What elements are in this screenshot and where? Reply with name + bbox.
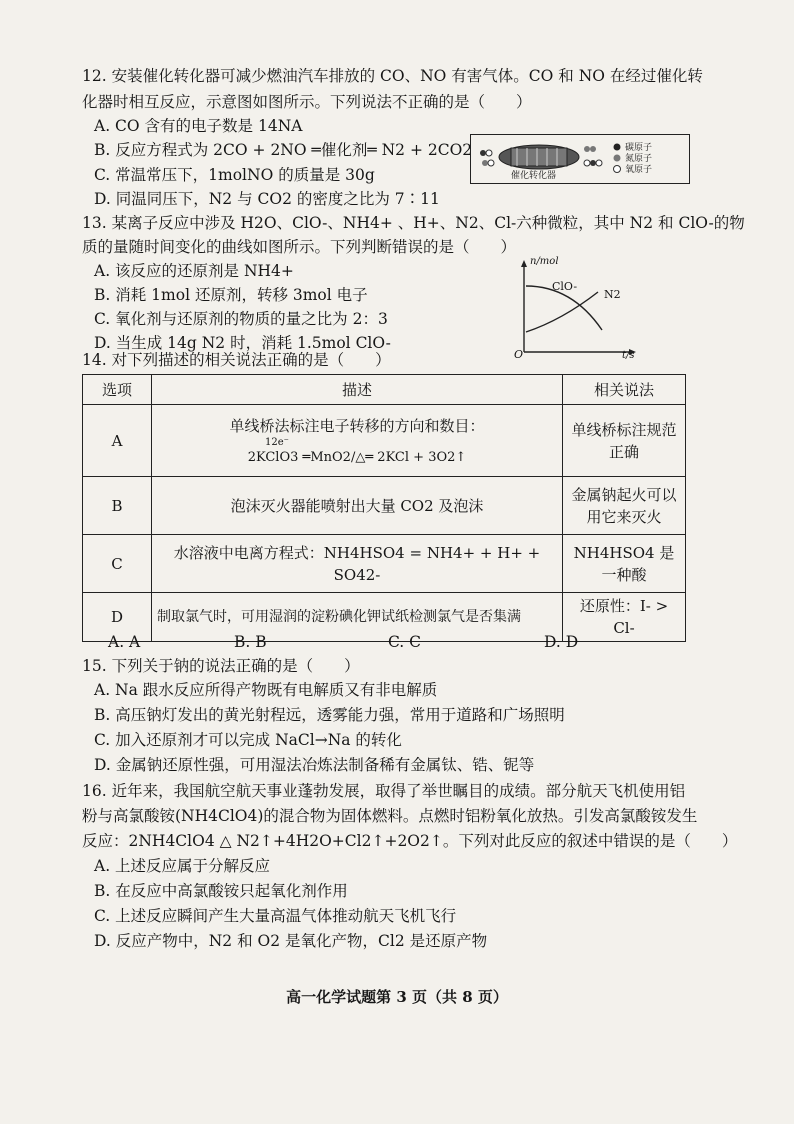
q15-option-a: A. Na 跟水反应所得产物既有电解质又有非电解质: [94, 681, 438, 699]
converter-caption: 催化转化器: [511, 171, 557, 181]
row-remark: 金属钠起火可以用它来灭火: [563, 477, 686, 535]
electron-transfer-label: 12e⁻: [265, 436, 289, 448]
graph-ylabel: n/mol: [530, 256, 559, 267]
q15-option-d: D. 金属钠还原性强，可用湿法冶炼法制备稀有金属钛、锆、铌等: [94, 756, 535, 774]
table-row: [83, 593, 686, 642]
header-description: 描述: [152, 375, 563, 405]
q14-answer-b: B. B: [234, 633, 267, 651]
q16-stem-line2: 粉与高氯酸铵(NH4ClO4)的混合物为固体燃料。点燃时铝粉氧化放热。引发高氯酸铵发生: [82, 807, 698, 825]
q16-stem-line1: 16. 近年来，我国航空航天事业蓬勃发展，取得了举世瞩目的成绩。部分航天飞机使用铝: [82, 782, 686, 800]
legend-nitrogen: 氮原子: [625, 154, 653, 164]
graph-origin: O: [514, 348, 524, 361]
q14-answer-c: C. C: [388, 633, 422, 651]
row-a-description-text: 单线桥法标注电子转移的方向和数目：: [229, 416, 485, 435]
q16-option-a: A. 上述反应属于分解反应: [94, 857, 271, 875]
page-footer: 高一化学试题第 3 页（共 8 页）: [286, 988, 508, 1006]
q12-stem-line2: 化器时相互反应，示意图如图所示。下列说法不正确的是（ ）: [82, 93, 532, 111]
legend-carbon: 碳原子: [625, 143, 653, 153]
q14-table: [82, 374, 686, 642]
table-row: [83, 535, 686, 593]
q13-graph: [512, 256, 642, 364]
q13-stem-line1: 13. 某离子反应中涉及 H2O、ClO-、NH4+ 、H+、N2、Cl-六种微粒，其中 N2 和 ClO-的物: [82, 214, 745, 232]
row-remark: 还原性：I- > Cl-: [563, 593, 686, 642]
q16-option-b: B. 在反应中高氯酸铵只起氧化剂作用: [94, 882, 348, 900]
legend-oxygen: 氧原子: [625, 165, 653, 175]
header-remark: 相关说法: [563, 375, 686, 405]
q14-stem: 14. 对下列描述的相关说法正确的是（ ）: [82, 351, 391, 369]
catalytic-converter-figure: [470, 134, 690, 184]
q14-answer-a: A. A: [108, 633, 141, 651]
q13-option-b: B. 消耗 1mol 还原剂，转移 3mol 电子: [94, 286, 368, 304]
row-option: A: [83, 405, 152, 477]
row-description: 水溶液中电离方程式：NH4HSO4 = NH4+ + H+ + SO42-: [152, 535, 563, 593]
q12-option-c: C. 常温常压下，1molNO 的质量是 30g: [94, 166, 375, 184]
q12-option-d: D. 同温同压下，N2 与 CO2 的密度之比为 7∶11: [94, 190, 440, 208]
row-remark: NH4HSO4 是一种酸: [563, 535, 686, 593]
q15-stem: 15. 下列关于钠的说法正确的是（ ）: [82, 657, 360, 675]
row-description: 泡沫灭火器能喷射出大量 CO2 及泡沫: [152, 477, 563, 535]
series-clo: ClO-: [552, 280, 578, 293]
row-description: [152, 405, 563, 477]
table-row: [83, 477, 686, 535]
q13-option-a: A. 该反应的还原剂是 NH4+: [94, 262, 294, 280]
row-option: D: [83, 593, 152, 642]
q14-answer-d: D. D: [544, 633, 579, 651]
table-header-row: [83, 375, 686, 405]
reaction-equation: 2KClO3 ═MnO2/△═ 2KCl + 3O2↑: [247, 449, 467, 465]
q13-stem-line2: 质的量随时间变化的曲线如图所示。下列判断错误的是（ ）: [82, 238, 517, 256]
row-description: 制取氯气时，可用湿润的淀粉碘化钾试纸检测氯气是否集满: [152, 593, 563, 642]
q13-curves: [512, 256, 642, 364]
catalytic-converter-diagram: [471, 135, 689, 183]
q12-option-b: B. 反应方程式为 2CO + 2NO ═催化剂═ N2 + 2CO2: [94, 141, 473, 159]
header-option: 选项: [83, 375, 152, 405]
graph-xlabel: t/s: [622, 350, 635, 361]
q16-stem-line3: 反应：2NH4ClO4 △ N2↑+4H2O+Cl2↑+2O2↑。下列对此反应的叙述中错误的是（ ）: [82, 832, 738, 850]
q13-option-d: D. 当生成 14g N2 时，消耗 1.5mol ClO-: [94, 334, 391, 352]
q16-option-c: C. 上述反应瞬间产生大量高温气体推动航天飞机飞行: [94, 907, 457, 925]
q12-option-a: A. CO 含有的电子数是 14NA: [94, 117, 303, 135]
q12-stem-line1: 12. 安装催化转化器可减少燃油汽车排放的 CO、NO 有害气体。CO 和 NO 在经过催化转: [82, 67, 703, 85]
q13-option-c: C. 氧化剂与还原剂的物质的量之比为 2：3: [94, 310, 388, 328]
series-n2: N2: [604, 288, 621, 301]
row-option: C: [83, 535, 152, 593]
q15-option-b: B. 高压钠灯发出的黄光射程远，透雾能力强，常用于道路和广场照明: [94, 706, 565, 724]
row-remark: 单线桥标注规范正确: [563, 405, 686, 477]
table-row: [83, 405, 686, 477]
q15-option-c: C. 加入还原剂才可以完成 NaCl→Na 的转化: [94, 731, 402, 749]
q16-option-d: D. 反应产物中，N2 和 O2 是氧化产物，Cl2 是还原产物: [94, 932, 488, 950]
row-option: B: [83, 477, 152, 535]
